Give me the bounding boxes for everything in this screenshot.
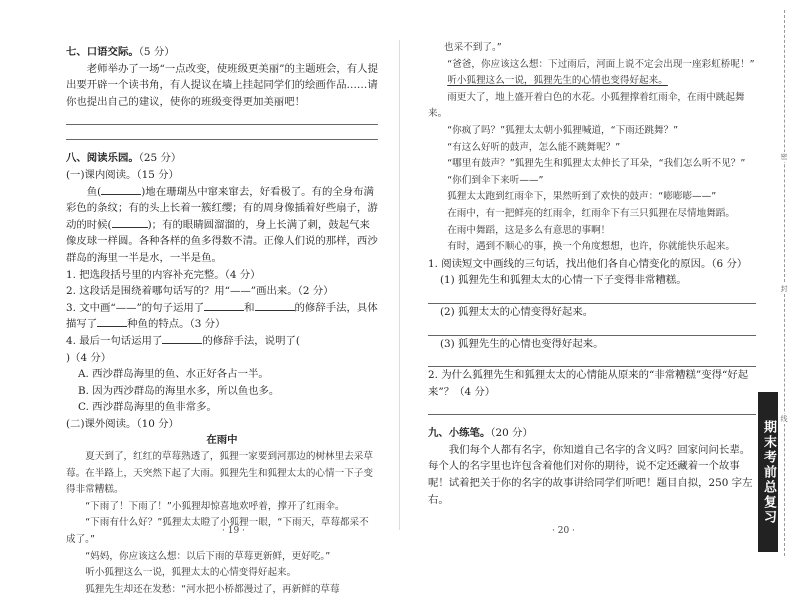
subsection-title: (一)课内阅读。（15 分） (66, 168, 179, 181)
subsection-title: (二)课外阅读。（10 分） (66, 417, 179, 430)
option-b: B. 因为西沙群岛的海里水多，所以鱼也多。 (78, 384, 280, 397)
question-4 (66, 333, 378, 366)
question-text: 的修辞手法，说明了( (202, 334, 300, 347)
fill-blank[interactable] (112, 217, 148, 228)
story-paragraph: “哪里有鼓声？”狐狸先生和狐狸太太伸长了耳朵，“我们怎么听不见？” (447, 158, 746, 170)
question-text: 3. 文中画“——”的句子运用了 (66, 301, 205, 314)
question-3 (66, 300, 378, 333)
story-paragraph: “爸爸，你应该这么想：下过雨后，河面上说不定会出现一座彩虹桥呢！” (447, 58, 755, 70)
question-text: 和 (244, 301, 255, 314)
question-1-part-2: (2) 狐狸太太的心情变得好起来。 (440, 305, 594, 318)
story-paragraph: “有这么好听的鼓声，怎么能不跳舞呢？” (447, 141, 621, 153)
section-title: 九、小练笔。 (428, 427, 491, 440)
section-title: 八、阅读乐园。 (66, 152, 139, 165)
seal-mark: 线 (778, 414, 790, 424)
fill-blank[interactable] (162, 333, 202, 344)
section-9-heading (428, 425, 756, 442)
section-7-prompt: 老师举办了一场“一点改变，使班级更美丽”的主题班会，有人提出要开辟一个读书角，有人提议在墙上挂起同学们的绘画作品……请你也提出自己的建议，使你的班级变得更加美丽吧！ (66, 62, 378, 108)
section-8-heading (66, 150, 378, 167)
story-paragraph: 听小狐狸这么一说，狐狸太太的心情变得好起来。 (85, 567, 297, 579)
page-20 (400, 0, 760, 566)
story-title: 在雨中 (206, 434, 238, 447)
question-1: 1. 把选段括号里的内容补充完整。（4 分） (66, 268, 261, 281)
seal-mark: 封 (778, 284, 790, 294)
story-paragraph: 在雨中，有一把鲜亮的红雨伞，红雨伞下有三只狐狸在尽情地舞蹈。 (447, 207, 735, 219)
right-column (428, 40, 756, 508)
passage-text: )地在珊瑚丛中窜来窜去，好看极了。有的全身布满彩色的条纹；有的头上长着一簇红缨；有的周身像插着好些扇子，游动的时候( (66, 185, 378, 231)
series-logo: 期末考前总复习 (758, 392, 778, 552)
story-paragraph: 狐狸先生却还在发愁：“河水把小桥都漫过了，再新鲜的草莓 (85, 583, 340, 595)
passage-paragraph (66, 184, 378, 267)
section-7-heading (66, 44, 378, 61)
seal-mark: 密 (778, 152, 790, 162)
story-paragraph: 雨更大了，地上盛开着白色的水花。小狐狸撑着红雨伞，在雨中跳起舞来。 (428, 91, 745, 120)
page-19 (0, 0, 400, 595)
story-paragraph: “你们到伞下来听——” (447, 174, 544, 186)
seal-line (784, 10, 785, 556)
fill-blank[interactable] (204, 300, 244, 311)
story-paragraph: 在雨中舞蹈，这是多么有意思的事啊！ (447, 224, 611, 236)
story-paragraph: “妈妈，你应该这么想：以后下雨的草莓更新鲜，更好吃。” (85, 550, 331, 562)
question-text: 的修辞手法，具体描写了 (66, 301, 378, 331)
section-score: （25 分） (138, 152, 182, 165)
section-score: （20 分） (490, 427, 533, 440)
passage-text: 鱼( (86, 185, 102, 198)
answer-line (66, 110, 378, 125)
question-1: 1. 阅读短文中画线的三句话，找出他们各自心情变化的原因。（6 分） (428, 257, 748, 270)
story-paragraph: 有时，遇到不顺心的事，换一个角度想想，也许，你就能快乐起来。 (447, 241, 735, 253)
page-number: · 20 · (552, 526, 575, 536)
option-a: A. 西沙群岛海里的鱼、水正好各占一半。 (78, 368, 269, 381)
answer-line[interactable] (428, 289, 756, 304)
question-1-part-3: (3) 狐狸先生的心情也变得好起来。 (440, 337, 604, 350)
question-1-part-1: (1) 狐狸先生和狐狸太太的心情一下子变得非常糟糕。 (440, 274, 687, 287)
question-text: 4. 最后一句话运用了 (66, 334, 163, 347)
fill-blank[interactable] (97, 316, 127, 327)
story-paragraph: “下雨有什么好？”狐狸太太瞪了小狐狸一眼，“下雨天，草莓都采不成了。” (66, 517, 369, 546)
fill-blank[interactable] (101, 184, 141, 195)
answer-line[interactable] (428, 352, 756, 367)
story-paragraph: 也采不到了。” (444, 42, 502, 53)
question-text: )（4 分） (66, 351, 112, 364)
story-paragraph: 夏天到了，红红的草莓熟透了，狐狸一家要到河那边的树林里去采草莓。在半路上，天突然下起了大雨。狐狸先生和狐狸太太的心情一下子变得非常糟糕。 (66, 451, 373, 496)
question-text: 种鱼的特点。（3 分） (127, 318, 226, 331)
story-paragraph: 听小狐狸这么一说，狐狸先生的心情也变得好起来。 (447, 75, 668, 87)
question-2: 2. 为什么狐狸先生和狐狸太太的心情能从原来的“非常糟糕”变得“好起来”？（4 分） (428, 369, 749, 398)
page-number: · 19 · (222, 526, 245, 536)
answer-line[interactable] (428, 400, 756, 415)
left-column (66, 44, 378, 598)
story-paragraph: “你疯了吗？”狐狸太太朝小狐狸喊道，“下雨还跳舞？” (447, 124, 679, 136)
page-number-value: 19 (227, 526, 240, 536)
page-number-value: 20 (557, 526, 570, 536)
section-title: 七、口语交际。 (66, 46, 139, 58)
section-9-prompt: 我们每个人都有名字，你知道自己名字的含义吗？回家问问长辈。每个人的名字里也许包含着他们对你的期待，说不定还藏着一个故事呢！试着把关于你的名字的故事讲给同学们听吧！题目自拟，250 字左右。 (428, 443, 753, 506)
question-2: 2. 这段话是围绕着哪句话写的？用“——”画出来。（2 分） (66, 285, 334, 298)
fill-blank[interactable] (255, 300, 295, 311)
story-paragraph: “下雨了！下雨了！”小狐狸却惊喜地欢呼着，撑开了红雨伞。 (85, 500, 345, 512)
story-paragraph: 狐狸太太跑到红雨伞下，果然听到了欢快的鼓声：“嘭嘭嘭——” (447, 191, 717, 203)
section-score: （5 分） (138, 46, 175, 58)
passage-text: )；有的眼睛圆溜溜的，身上长满了刺，鼓起气来像皮球一样圆。各种各样的鱼多得数不清。正像人们说的那样，西沙群岛的海里一半是水，一半是鱼。 (66, 218, 378, 264)
answer-line (66, 125, 378, 140)
option-c: C. 西沙群岛海里的鱼非常多。 (78, 401, 217, 414)
answer-line[interactable] (428, 321, 756, 336)
